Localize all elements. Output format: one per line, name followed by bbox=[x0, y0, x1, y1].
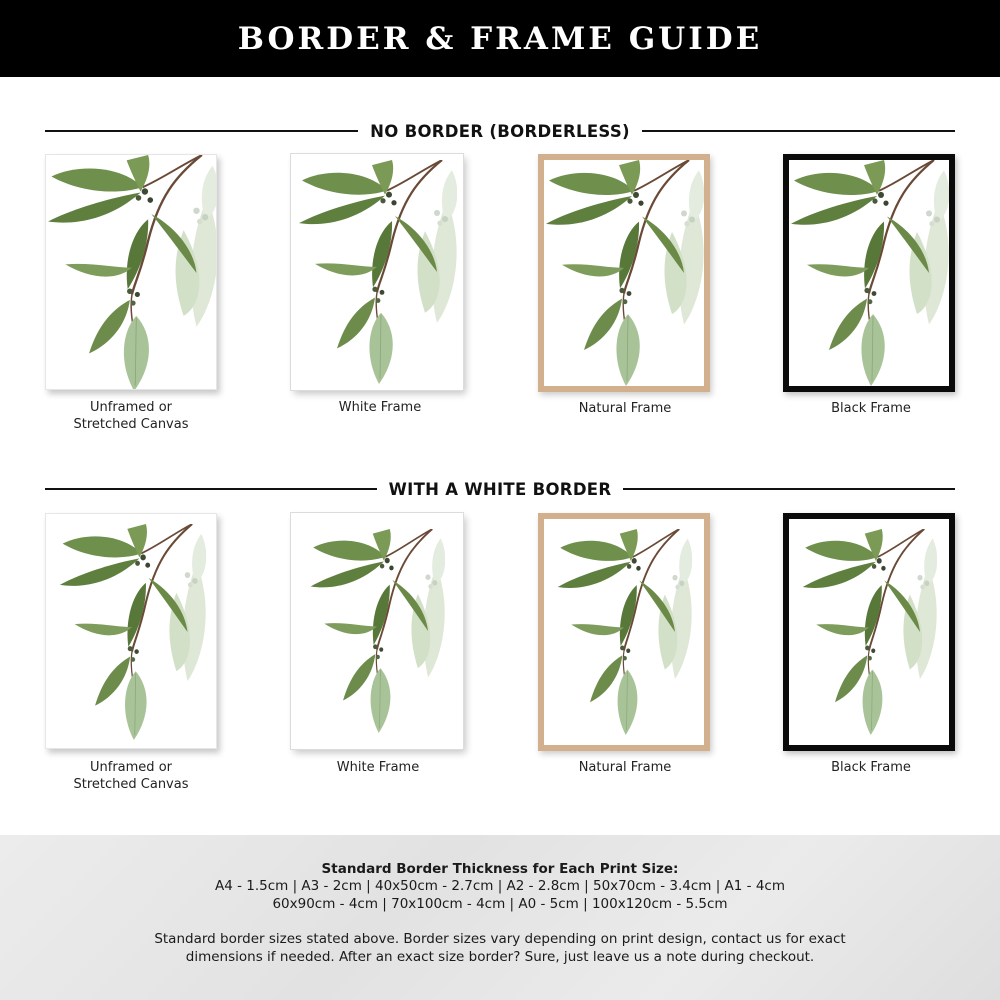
info-note-line: Standard border sizes stated above. Border sizes vary depending on print design, contact us for exact bbox=[154, 931, 846, 947]
info-title: Standard Border Thickness for Each Print Size: bbox=[321, 861, 679, 877]
divider bbox=[642, 130, 955, 132]
print-white-frame-white-border bbox=[291, 513, 463, 749]
print-black-frame-white-border bbox=[783, 513, 955, 751]
section-heading-white-border bbox=[45, 477, 955, 501]
caption-natural-frame bbox=[535, 400, 715, 417]
caption-text: Black Frame bbox=[831, 760, 911, 775]
section-title: NO BORDER (BORDERLESS) bbox=[370, 121, 630, 141]
caption-text: Black Frame bbox=[831, 401, 911, 416]
caption-text: White Frame bbox=[336, 760, 420, 775]
caption-text: Natural Frame bbox=[578, 401, 672, 416]
caption-black-frame bbox=[781, 400, 961, 417]
header-banner bbox=[0, 0, 1000, 77]
eucalyptus-artwork bbox=[309, 529, 445, 733]
eucalyptus-artwork bbox=[58, 524, 206, 740]
page-title: BORDER & FRAME GUIDE bbox=[237, 20, 763, 57]
divider bbox=[45, 488, 377, 490]
eucalyptus-artwork bbox=[801, 529, 937, 735]
print-black-frame-borderless bbox=[783, 154, 955, 392]
caption-white-frame bbox=[288, 759, 468, 776]
eucalyptus-artwork bbox=[544, 160, 704, 386]
caption-text: Unframed or Stretched Canvas bbox=[73, 760, 189, 792]
eucalyptus-artwork bbox=[789, 160, 949, 386]
eucalyptus-artwork bbox=[556, 529, 692, 735]
divider bbox=[623, 488, 955, 490]
section-heading-borderless bbox=[45, 119, 955, 143]
caption-unframed bbox=[41, 399, 221, 433]
section-title: WITH A WHITE BORDER bbox=[388, 479, 612, 499]
caption-text: Unframed or Stretched Canvas bbox=[73, 400, 189, 432]
caption-white-frame bbox=[290, 399, 470, 416]
size-list-line: A4 - 1.5cm | A3 - 2cm | 40x50cm - 2.7cm | A2 - 2.8cm | 50x70cm - 3.4cm | A1 - 4cm bbox=[214, 878, 785, 894]
print-natural-frame-white-border bbox=[538, 513, 710, 751]
print-unframed-borderless bbox=[45, 154, 217, 390]
print-white-frame-borderless bbox=[291, 154, 463, 390]
caption-text: White Frame bbox=[338, 400, 422, 415]
border-size-info-panel bbox=[0, 835, 1000, 1000]
print-natural-frame-borderless bbox=[538, 154, 710, 392]
divider bbox=[45, 130, 358, 132]
caption-unframed bbox=[41, 759, 221, 793]
info-note-line: dimensions if needed. After an exact size border? Sure, just leave us a note during checkout. bbox=[185, 949, 815, 965]
eucalyptus-artwork bbox=[297, 160, 457, 384]
caption-text: Natural Frame bbox=[578, 760, 672, 775]
eucalyptus-artwork bbox=[46, 155, 217, 390]
caption-natural-frame bbox=[535, 759, 715, 776]
size-list-line: 60x90cm - 4cm | 70x100cm - 4cm | A0 - 5cm | 100x120cm - 5.5cm bbox=[272, 896, 728, 912]
caption-black-frame bbox=[781, 759, 961, 776]
print-unframed-white-border bbox=[45, 513, 217, 749]
